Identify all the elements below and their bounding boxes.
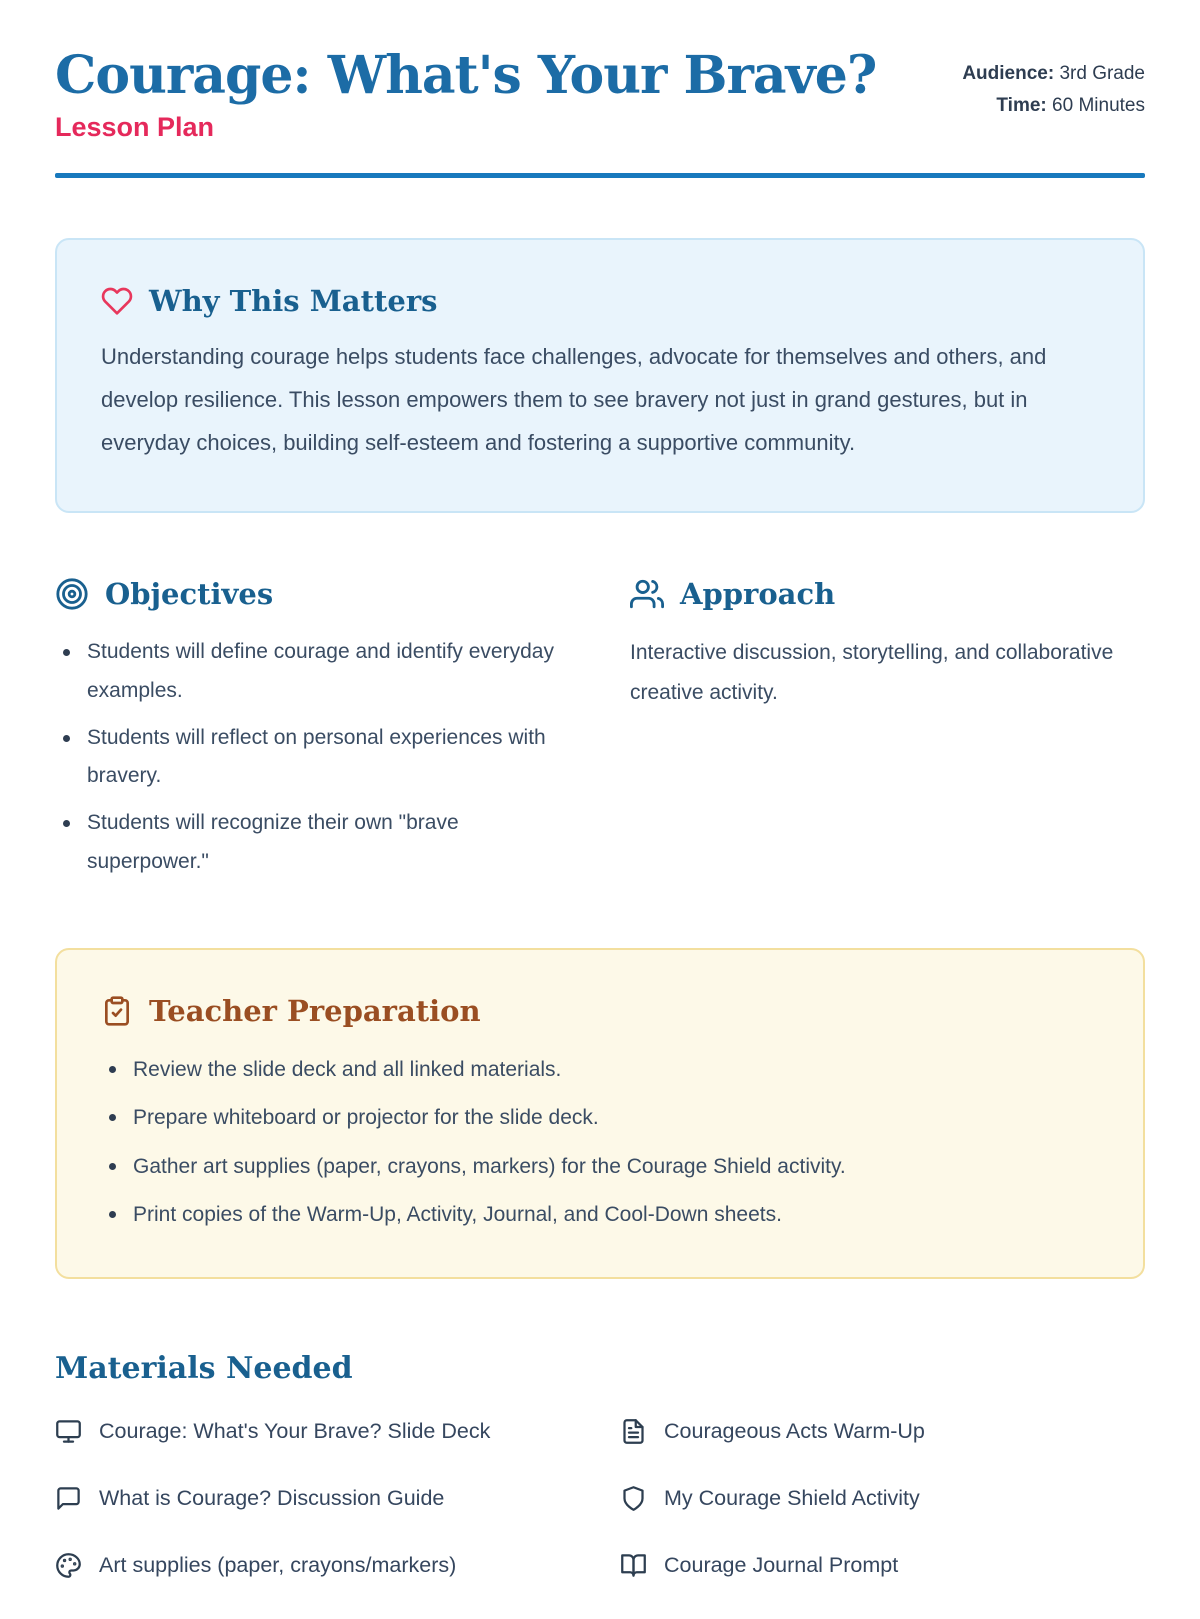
materials-grid (55, 1418, 1145, 1579)
why-this-matters-box (55, 238, 1145, 513)
file-text-icon (620, 1418, 647, 1445)
page-title: Courage: What's Your Brave? (55, 45, 877, 106)
material-item-warm-up (620, 1418, 1145, 1445)
objectives-title: Objectives (105, 576, 274, 611)
objective-item: Students will reflect on personal experiences with bravery. (55, 719, 570, 797)
prep-item: Review the slide deck and all linked materials. (101, 1054, 1099, 1086)
material-item-shield-activity (620, 1485, 1145, 1512)
header-divider (55, 173, 1145, 178)
material-item-art-supplies (55, 1552, 580, 1579)
palette-icon (55, 1552, 82, 1579)
objectives-heading (55, 577, 570, 611)
objective-item: Students will recognize their own "brave superpower." (55, 804, 570, 882)
teacher-preparation-title: Teacher Preparation (149, 993, 481, 1028)
page-header (55, 45, 1145, 143)
why-this-matters-body: Understanding courage helps students face challenges, advocate for themselves and others, and develop resilience. This lesson empowers them to see bravery not just in grand gestures, but in everyday choices, building self-esteem and fostering a supportive community. (101, 344, 1047, 455)
shield-icon (620, 1485, 647, 1512)
why-this-matters-heading (101, 284, 1099, 318)
prep-item: Gather art supplies (paper, crayons, markers) for the Courage Shield activity. (101, 1151, 1099, 1183)
objectives-column (55, 577, 570, 890)
monitor-icon (55, 1418, 82, 1445)
time-line (962, 90, 1145, 122)
material-item-discussion-guide (55, 1485, 580, 1512)
teacher-preparation-heading (101, 994, 1099, 1028)
heart-icon (101, 285, 133, 317)
audience-value: 3rd Grade (1054, 63, 1145, 84)
material-label: Courage: What's Your Brave? Slide Deck (99, 1418, 491, 1443)
material-item-journal-prompt (620, 1552, 1145, 1579)
material-label: Art supplies (paper, crayons/markers) (99, 1552, 457, 1577)
material-label: Courage Journal Prompt (664, 1552, 899, 1577)
material-label: My Courage Shield Activity (664, 1485, 920, 1510)
time-value: 60 Minutes (1046, 95, 1145, 117)
lesson-meta (962, 48, 1145, 123)
clipboard-check-icon (101, 995, 133, 1027)
approach-title: Approach (680, 576, 836, 611)
material-label: Courageous Acts Warm-Up (664, 1418, 925, 1443)
audience-line (962, 58, 1145, 90)
approach-body: Interactive discussion, storytelling, and collaborative creative activity. (630, 640, 1114, 704)
objective-item: Students will define courage and identify everyday examples. (55, 633, 570, 711)
target-icon (55, 577, 89, 611)
message-square-icon (55, 1485, 82, 1512)
objectives-list (55, 633, 570, 882)
title-block (55, 45, 877, 143)
material-item-slide-deck (55, 1418, 580, 1445)
teacher-preparation-list (101, 1054, 1099, 1231)
approach-heading (630, 577, 1145, 611)
objectives-approach-section (55, 577, 1145, 890)
approach-column (630, 577, 1145, 890)
audience-label: Audience: (962, 63, 1055, 84)
users-icon (630, 577, 664, 611)
why-this-matters-title: Why This Matters (149, 284, 438, 319)
page-subtitle: Lesson Plan (55, 112, 215, 143)
prep-item: Prepare whiteboard or projector for the slide deck. (101, 1102, 1099, 1134)
prep-item: Print copies of the Warm-Up, Activity, Journal, and Cool-Down sheets. (101, 1199, 1099, 1231)
material-label: What is Courage? Discussion Guide (99, 1485, 445, 1510)
teacher-preparation-box (55, 948, 1145, 1279)
time-label: Time: (996, 95, 1047, 117)
materials-needed-title: Materials Needed (55, 1350, 353, 1386)
book-open-icon (620, 1552, 647, 1579)
